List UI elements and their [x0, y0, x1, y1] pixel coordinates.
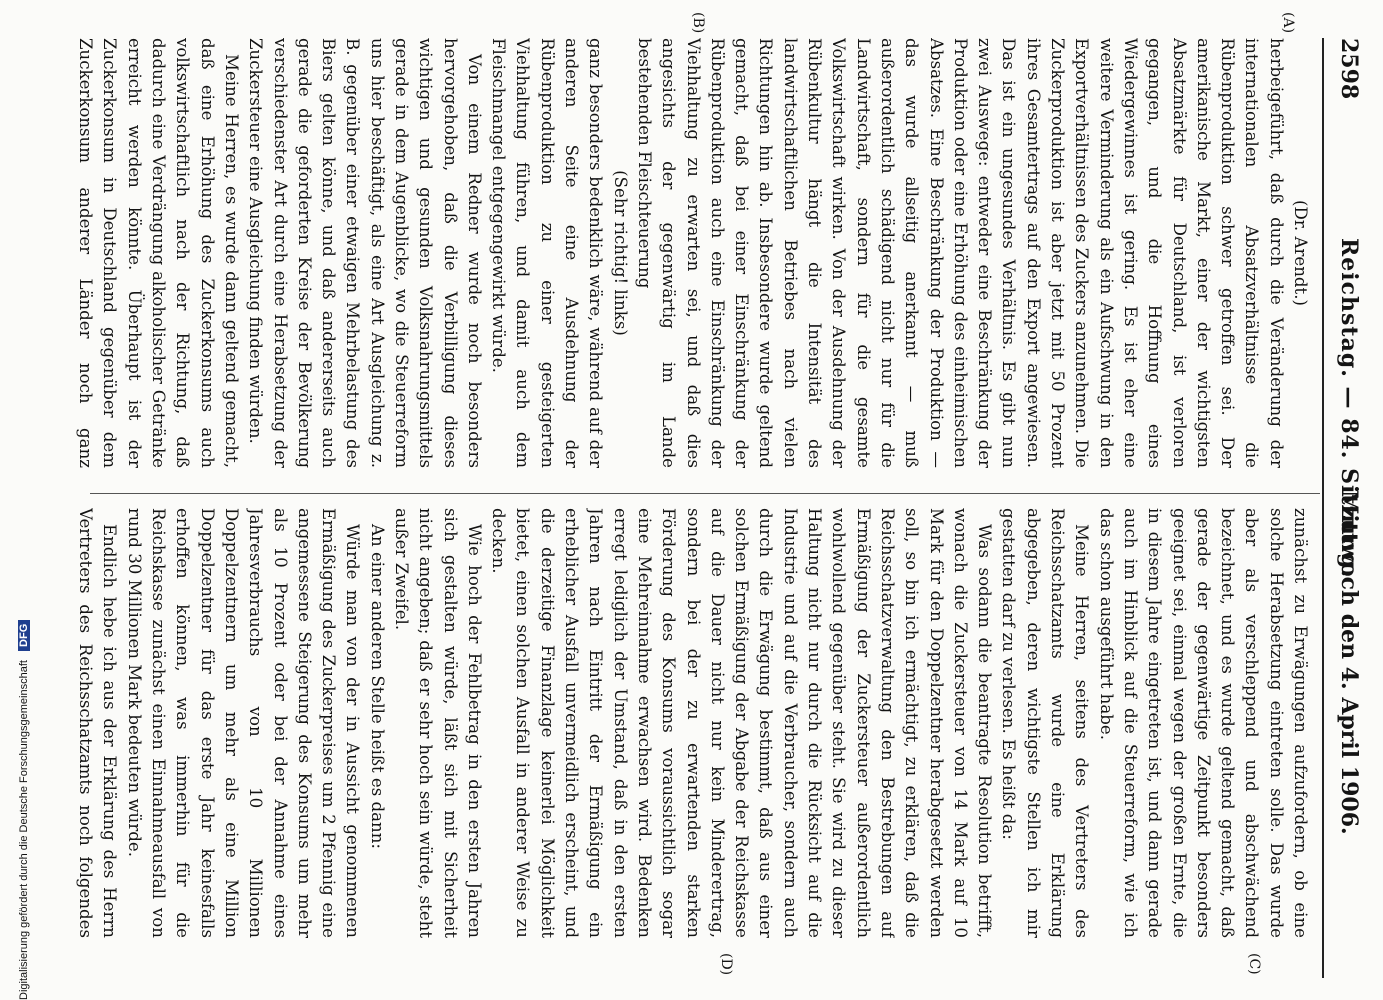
paragraph: Endlich hebe ich aus der Erklärung des Herrn Vertreters des Reichsschatzamts noch folgendes [76, 508, 120, 938]
paragraph: Meine Herren, es wurde dann geltend gemacht, daß eine Erhöhung des Zuckerkonsums auch volkswirtschaftlich nach der Richtung, daß dadurch eine Verdrängung alkoholischer Getränke erreicht werden könnte. Überhaupt ist der Zuckerkonsum in Deutschland gegenüber dem Zuckerkonsum anderer Länder noch ganz [76, 38, 241, 468]
paragraph: ganz besonders bedenklich wäre, während auf der anderen Seite eine Ausdehnung der Rübenproduktion zu einer gesteigerten Viehhaltung führen, und damit auch dem Fleischmangel entgegengewirkt würde. [489, 38, 606, 468]
header-title: Reichstag. — 84. Sitzung. [1336, 238, 1362, 579]
page-number: 2598 [1336, 38, 1362, 100]
interjection: (Sehr richtig! links) [610, 170, 630, 336]
paragraph: zunächst zu Erwägungen aufzufordern, ob eine solche Herabsetzung eintreten solle. Das wurde aber als verschleppend und abschwächend bezeichnet, und es wurde geltend gemacht, daß gerade der gegenwärtige Zeitpunkt besonders geeignet sei, einmal wegen der großen Ernte, die in diesem Jahre eingetreten ist, und dann gerade auch im Hinblick auf die Steuerreform, wie ich das schon ausgeführt habe. [1096, 508, 1310, 938]
column-divider [90, 493, 1320, 494]
rotated-page-content [16, 12, 1366, 978]
quoted-paragraph: Wie hoch der Fehlbetrag in den ersten Jahren sich gestalten würde, läßt sich mit Sicherheit nicht angeben; daß er sehr hoch sein würde, steht außer Zweifel. [392, 508, 484, 938]
quoted-paragraph: Würde man von der in Aussicht genommenen Ermäßigung des Zuckerpreises um 2 Pfennig eine angemessene Steigerung des Konsums um mehr als 10 Prozent oder bei der Annahme eines Jahresverbrauchs von 10 Millionen Doppelzentnern um mehr als eine Million Doppelzentner für das erste Jahr keinesfalls erhoffen können, was immerhin für die Reichskasse zunächst einen Einnahmeausfall von rund 30 Millionen Mark bedeuten würde. [124, 508, 363, 938]
page-header [1326, 38, 1366, 978]
margin-mark-a: (A) [1280, 12, 1296, 34]
left-column [72, 38, 1312, 468]
speaker-name: (Dr. Arendt.) [1291, 200, 1310, 306]
header-rule [1322, 38, 1324, 978]
digitization-credit [18, 0, 36, 1000]
paragraph: An einer anderen Stelle heißt es dann: [367, 524, 387, 850]
right-column [72, 508, 1312, 938]
credit-text: Digitalisierung gefördert durch die Deutsche Forschungsgemeinschaft [18, 660, 30, 1000]
dfg-logo: DFG [18, 620, 30, 651]
paragraph: herbeigeführt, daß durch die Veränderung der internationalen Absatzverhältnisse die Rübenproduktion schwer getroffen sei. Der amerikanische Markt, einer der wichtigsten Absatzmärkte für Deutschland, ist verloren gegangen, und die Hoffnung eines Wiedergewinnes ist gering. Es ist eher eine weitere Verminderung als ein Aufschwung in den Exportverhältnissen des Zuckers anzunehmen. Die Zuckerproduktion ist aber jetzt mit 50 Prozent ihres Gesamtertrags auf den Export angewiesen. Das ist ein ungesundes Verhältnis. Es gibt nun zwei Auswege: entweder eine Beschränkung der Produktion oder eine Erhöhung des einheimischen Absatzes. Eine Beschränkung der Produktion — das wurde allseitig anerkannt — muß außerordentlich schädigend nicht nur für die Landwirtschaft, sondern für die gesamte Volkswirtschaft wirken. Von der Ausdehnung der Rübenkultur hängt die Intensität des landwirtschaftlichen Betriebes nach vielen Richtungen hin ab. Insbesondere wurde geltend gemacht, daß bei einer Einschränkung der Rübenproduktion auch eine Einschränkung der Viehhaltung zu erwarten sei, und daß dies angesichts der gegenwärtig im Lande bestehenden Fleischteuerung [634, 38, 1286, 468]
header-date: Mittwoch den 4. April 1906. [1336, 490, 1362, 835]
margin-mark-b: (B) [690, 12, 706, 34]
paragraph: Von einem Redner wurde noch besonders hervorgehoben, daß die Verbilligung dieses wichtigen und gesunden Volksnahrungsmittels gerade in dem Augenblicke, wo die Steuerreform uns hier beschäftigt, als eine Art Ausgleichung z. B. gegenüber einer etwaigen Mehrbelastung des Biers gelten könne, und daß andererseits auch gerade die geforderten Kreise der Bevölkerung verschiedenster Art durch eine Herabsetzung der Zuckersteuer eine Ausgleichung finden würden. [246, 38, 484, 468]
margin-mark-c: (C) [1246, 953, 1262, 975]
paragraph: Meine Herren, seitens des Vertreters des Reichsschatzamts wurde eine Erklärung abgegeben, deren wichtigste Stellen ich mir gestatten darf zu verlesen. Es heißt da: [999, 508, 1092, 938]
margin-mark-d: (D) [718, 953, 734, 976]
quoted-paragraph: Was sodann die beantragte Resolution betrifft, wonach die Zuckersteuer von 14 Mark auf 10 Mark für den Doppelzentner herabgesetzt werden soll, so bin ich ermächtigt, zu erklären, daß die Reichsschatzverwaltung den Bestrebungen auf Ermäßigung der Zuckersteuer außerordentlich wohlwollend gegenüber steht. Sie wird zu dieser Haltung nicht nur durch die Rücksicht auf die Industrie und auf die Verbraucher, sondern auch durch die Erwägung bestimmt, daß aus einer solchen Ermäßigung der Abgabe der Reichskasse auf die Dauer nicht nur kein Minderertrag, sondern bei der zu erwartenden starken Förderung des Konsums voraussichtlich sogar eine Mehreinnahme erwachsen wird. Bedenken erregt lediglich der Umstand, daß in den ersten Jahren nach Eintritt der Ermäßigung ein erheblicher Ausfall unvermeidlich erscheint, und die derzeitige Finanzlage keinerlei Möglichkeit bietet, einen solchen Ausfall in anderer Weise zu decken. [489, 508, 995, 938]
